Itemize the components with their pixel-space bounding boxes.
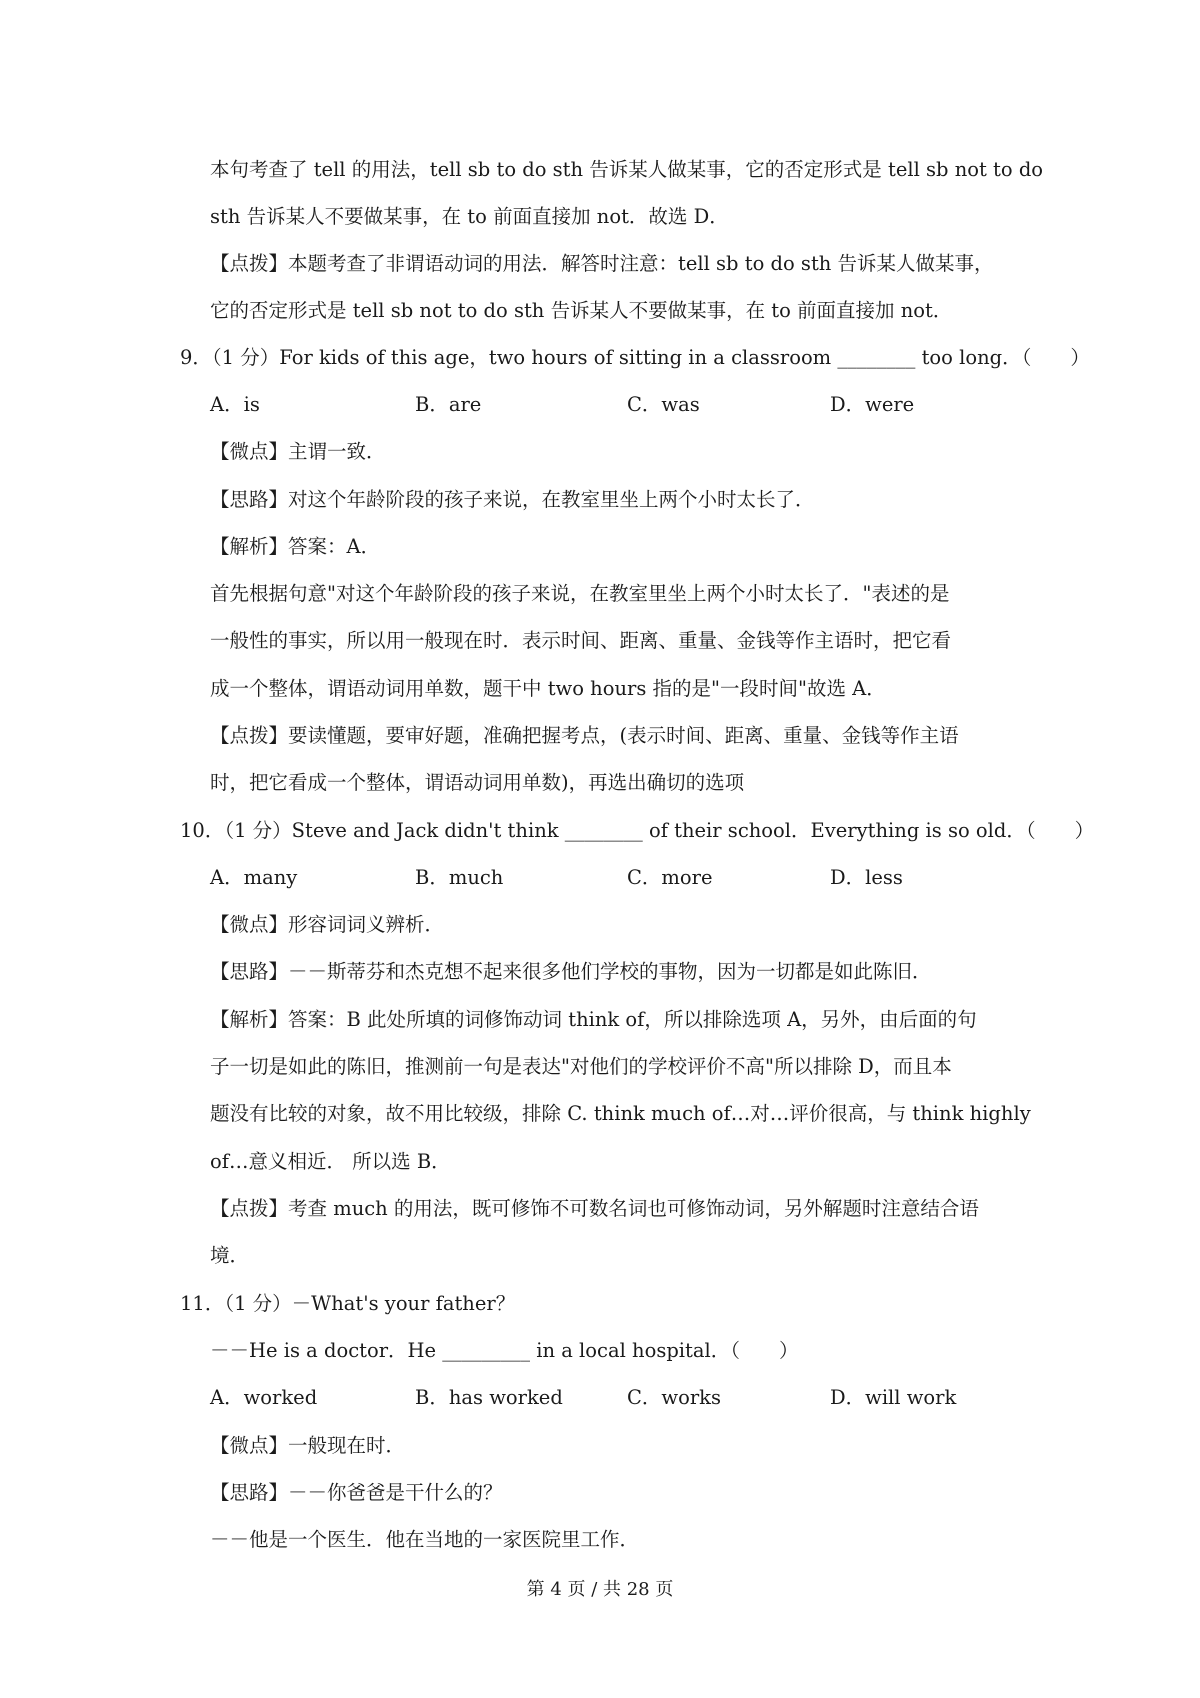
question-10-silu: 【思路】－－斯蒂芬和杰克想不起来很多他们学校的事物，因为一切都是如此陈旧． — [210, 960, 932, 983]
question-10-jiexi-line: 子一切是如此的陈旧，推测前一句是表达"对他们的学校评价不高"所以排除 D，而且本 — [210, 1055, 952, 1078]
question-10-option-c: C．more — [627, 866, 713, 889]
prev-explanation-line: 本句考查了 tell 的用法，tell sb to do sth 告诉某人做某事，它的否定形式是 tell sb not to do — [210, 158, 1044, 181]
prev-tip-line: 【点拨】本题考查了非谓语动词的用法．解答时注意：tell sb to do sth 告诉某人做某事， — [210, 252, 994, 275]
question-9-jiexi: 【解析】答案：A． — [210, 535, 381, 558]
question-9-option-d: D．were — [830, 393, 915, 416]
question-9-tip-line: 【点拨】要读懂题，要审好题，准确把握考点，(表示时间、距离、重量、金钱等作主语 — [210, 724, 959, 747]
question-9-tip-line: 时，把它看成一个整体，谓语动词用单数)，再选出确切的选项 — [210, 771, 745, 794]
page-number-footer: 第 4 页 / 共 28 页 — [526, 1579, 674, 1600]
question-10-weidian: 【微点】形容词词义辨析． — [210, 913, 445, 936]
question-10-option-d: D．less — [830, 866, 903, 889]
question-10-tip-line: 境． — [210, 1244, 250, 1267]
question-10-tip-line: 【点拨】考查 much 的用法，既可修饰不可数名词也可修饰动词，另外解题时注意结合语 — [210, 1197, 979, 1220]
question-9-option-c: C．was — [627, 393, 700, 416]
question-9-silu: 【思路】对这个年龄阶段的孩子来说，在教室里坐上两个小时太长了． — [210, 488, 815, 511]
question-11-stem: 11．（1 分）－What's your father？ — [180, 1292, 516, 1315]
question-10-option-b: B．much — [415, 866, 504, 889]
question-11-option-c: C．works — [627, 1386, 721, 1409]
question-11-option-a: A．worked — [210, 1386, 318, 1409]
question-9-analysis-line: 一般性的事实，所以用一般现在时．表示时间、距离、重量、金钱等作主语时，把它看 — [210, 629, 952, 652]
question-11-option-b: B．has worked — [415, 1386, 563, 1409]
question-9-option-a: A．is — [210, 393, 260, 416]
question-10-jiexi-line: 【解析】答案：B 此处所填的词修饰动词 think of，所以排除选项 A，另外，由后面的句 — [210, 1008, 977, 1031]
prev-tip-line: 它的否定形式是 tell sb not to do sth 告诉某人不要做某事，在 to 前面直接加 not． — [210, 299, 953, 322]
question-11-weidian: 【微点】一般现在时． — [210, 1434, 406, 1457]
question-10-jiexi-line: of…意义相近． 所以选 B． — [210, 1150, 451, 1173]
question-11-silu-line: －－他是一个医生．他在当地的一家医院里工作． — [210, 1528, 640, 1551]
question-10-option-a: A．many — [210, 866, 298, 889]
question-10-stem: 10．（1 分）Steve and Jack didn't think ________ of their school．Everything is so old．（ ） — [180, 819, 1095, 842]
question-10-jiexi-line: 题没有比较的对象，故不用比较级，排除 C. think much of…对…评价很高，与 think highly — [210, 1102, 1031, 1125]
question-11-option-d: D．will work — [830, 1386, 957, 1409]
question-9-weidian: 【微点】主谓一致． — [210, 440, 386, 463]
prev-explanation-line: sth 告诉某人不要做某事，在 to 前面直接加 not．故选 D． — [210, 205, 729, 228]
question-9-option-b: B．are — [415, 393, 482, 416]
question-9-stem: 9．（1 分）For kids of this age，two hours of sitting in a classroom ________ too long．（ ） — [180, 346, 1090, 369]
question-11-silu: 【思路】－－你爸爸是干什么的？ — [210, 1481, 503, 1504]
question-11-stem-line: －－He is a doctor．He _________ in a local hospital．（ ） — [210, 1339, 799, 1362]
question-9-analysis-line: 成一个整体，谓语动词用单数，题干中 two hours 指的是"一段时间"故选 A． — [210, 677, 886, 700]
question-9-analysis-line: 首先根据句意"对这个年龄阶段的孩子来说，在教室里坐上两个小时太长了．"表述的是 — [210, 582, 950, 605]
